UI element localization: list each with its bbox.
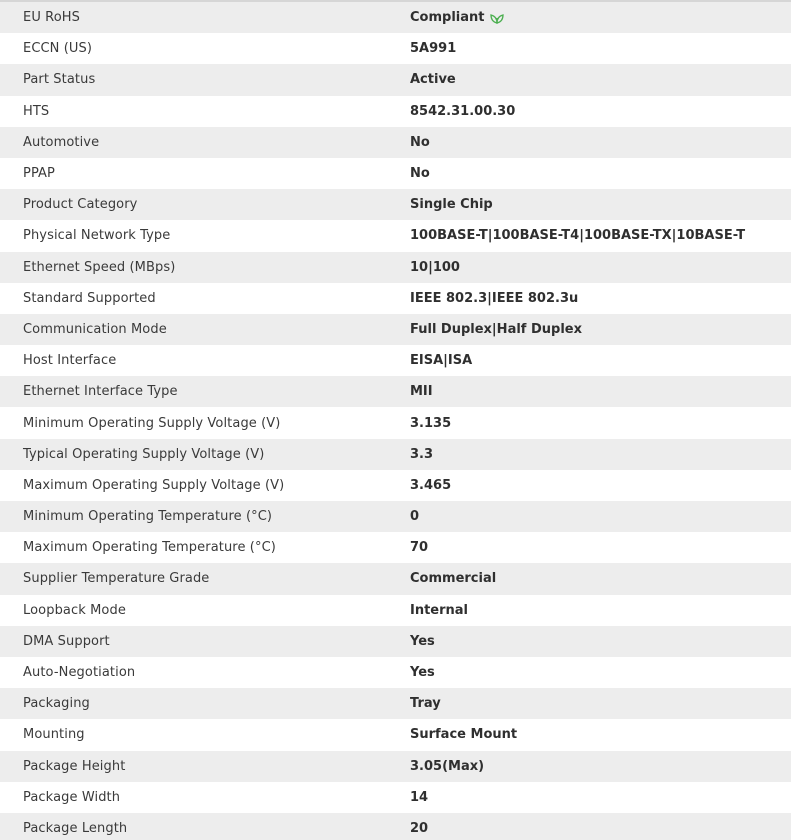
table-row	[0, 64, 791, 95]
attribute-value: Yes	[410, 633, 435, 649]
attribute-name: Minimum Operating Supply Voltage (V)	[23, 415, 281, 431]
table-row	[0, 189, 791, 220]
attribute-name: Minimum Operating Temperature (°C)	[23, 509, 273, 525]
attribute-name: Product Category	[23, 197, 138, 213]
attribute-value: 3.3	[410, 446, 434, 462]
attribute-name: Mounting	[23, 727, 85, 743]
attribute-name: Communication Mode	[23, 321, 167, 337]
attribute-name: Loopback Mode	[23, 602, 126, 618]
attribute-value: Full Duplex|Half Duplex	[410, 321, 582, 337]
attribute-value: 8542.31.00.30	[410, 103, 516, 119]
table-row	[0, 376, 791, 407]
attribute-name: PPAP	[23, 166, 55, 182]
attribute-value: 20	[410, 820, 429, 836]
attribute-value: 100BASE-T|100BASE-T4|100BASE-TX|10BASE-T	[410, 228, 746, 244]
attribute-name: ECCN (US)	[23, 41, 93, 57]
table-row	[0, 96, 791, 127]
attribute-value: Surface Mount	[410, 727, 518, 743]
table-row	[0, 501, 791, 532]
attribute-value: 14	[410, 789, 429, 805]
specifications-table-body	[0, 2, 791, 840]
attribute-value: 70	[410, 540, 429, 556]
attribute-name: Ethernet Interface Type	[23, 384, 178, 400]
table-row	[0, 407, 791, 438]
table-row	[0, 439, 791, 470]
attribute-name: Automotive	[23, 134, 100, 150]
attribute-name: Ethernet Speed (MBps)	[23, 259, 176, 275]
attribute-name: Maximum Operating Temperature (°C)	[23, 540, 276, 556]
table-row	[0, 813, 791, 840]
attribute-value: Commercial	[410, 571, 497, 587]
attribute-value: 3.05(Max)	[410, 758, 485, 774]
attribute-name: Auto-Negotiation	[23, 665, 136, 681]
table-row	[0, 751, 791, 782]
table-row	[0, 314, 791, 345]
table-row	[0, 2, 791, 33]
table-row	[0, 252, 791, 283]
table-row	[0, 220, 791, 251]
specifications-table	[0, 2, 791, 840]
attribute-value: Internal	[410, 602, 469, 618]
attribute-value: Yes	[410, 665, 435, 681]
attribute-name: DMA Support	[23, 633, 110, 649]
table-row	[0, 345, 791, 376]
attribute-value: IEEE 802.3|IEEE 802.3u	[410, 290, 579, 306]
attribute-value: MII	[410, 384, 433, 400]
attribute-value	[387, 2, 791, 33]
table-row	[0, 563, 791, 594]
attribute-value: 5A991	[410, 41, 457, 57]
attribute-name: Supplier Temperature Grade	[23, 571, 210, 587]
attribute-name: Packaging	[23, 696, 90, 712]
table-row	[0, 127, 791, 158]
attribute-value: 3.465	[410, 477, 452, 493]
table-row	[0, 657, 791, 688]
attribute-value: 10|100	[410, 259, 460, 275]
attribute-name: Standard Supported	[23, 290, 156, 306]
attribute-name: Package Length	[23, 820, 128, 836]
attribute-value: Tray	[410, 696, 441, 712]
table-row	[0, 33, 791, 64]
table-row	[0, 719, 791, 750]
attribute-name: Physical Network Type	[23, 228, 171, 244]
attribute-name: Host Interface	[23, 353, 117, 369]
attribute-value: 0	[410, 509, 420, 525]
attribute-value: EISA|ISA	[410, 353, 473, 369]
attribute-value: 3.135	[410, 415, 452, 431]
attribute-value: No	[410, 166, 430, 182]
attribute-name: Maximum Operating Supply Voltage (V)	[23, 477, 285, 493]
attribute-name: Package Width	[23, 789, 121, 805]
attribute-value-text: Compliant	[410, 10, 485, 26]
attribute-name: HTS	[23, 103, 50, 119]
attribute-name: Typical Operating Supply Voltage (V)	[23, 446, 265, 462]
table-row	[0, 158, 791, 189]
attribute-value: Single Chip	[410, 197, 493, 213]
attribute-name: EU RoHS	[23, 10, 80, 26]
attribute-value: Active	[410, 72, 456, 88]
attribute-value: No	[410, 134, 430, 150]
table-row	[0, 626, 791, 657]
leaf-icon	[490, 12, 504, 24]
attribute-name: Part Status	[23, 72, 96, 88]
table-row	[0, 688, 791, 719]
table-row	[0, 782, 791, 813]
table-row	[0, 283, 791, 314]
table-row	[0, 470, 791, 501]
attribute-name: Package Height	[23, 758, 126, 774]
table-row	[0, 595, 791, 626]
table-row	[0, 532, 791, 563]
